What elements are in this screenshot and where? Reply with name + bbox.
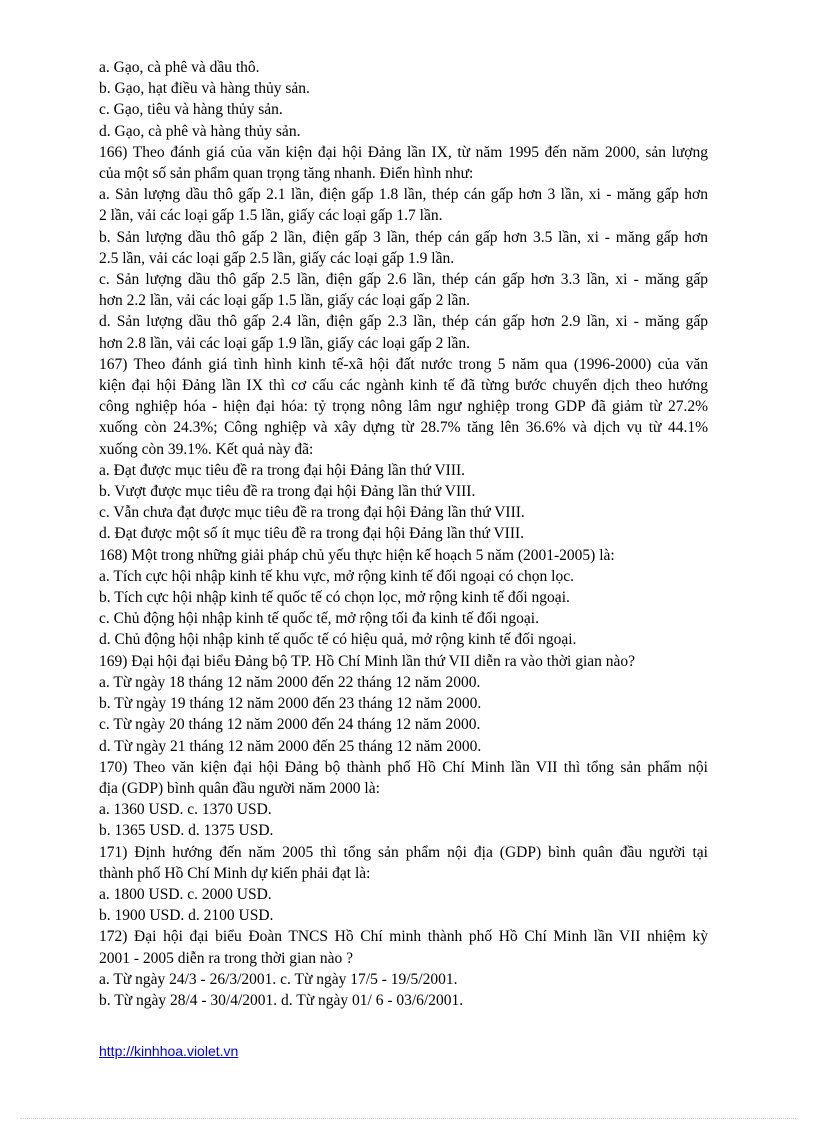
text-line: xuống còn 39.1%. Kết quả này đã:: [99, 440, 314, 458]
page-bottom-divider: [20, 1118, 796, 1119]
text-line: c. Gạo, tiêu và hàng thủy sản.: [99, 101, 283, 119]
text-line: 166) Theo đánh giá của văn kiện đại hội Đảng lần IX, từ năm 1995 đến năm 2000, sản lượng: [99, 143, 708, 161]
text-line: d. Đạt được một số ít mục tiêu đề ra trong đại hội Đảng lần thứ VIII.: [99, 525, 525, 543]
text-line: a. Từ ngày 18 tháng 12 năm 2000 đến 22 tháng 12 năm 2000.: [99, 673, 481, 691]
text-line: thành phố Hồ Chí Minh dự kiến phải đạt là:: [99, 864, 371, 882]
text-line: công nghiệp hóa - hiện đại hóa: tỷ trọng nông lâm ngư nghiệp trong GDP đã giảm từ 27.2%: [99, 398, 708, 416]
text-line: b. 1365 USD. d. 1375 USD.: [99, 822, 274, 840]
text-line: b. Từ ngày 28/4 - 30/4/2001. d. Từ ngày 01/ 6 - 03/6/2001.: [99, 991, 464, 1009]
text-line: a. 1800 USD. c. 2000 USD.: [99, 885, 272, 903]
text-line: c. Vẫn chưa đạt được mục tiêu đề ra trong đại hội Đảng lần thứ VIII.: [99, 504, 525, 522]
footer-link[interactable]: http://kinhhoa.violet.vn: [99, 1043, 239, 1059]
text-line: b. Gạo, hạt điều và hàng thủy sản.: [99, 80, 310, 98]
text-line: xuống còn 24.3%; Công nghiệp và xây dựng từ 28.7% tăng lên 36.6% và dịch vụ từ 44.1%: [99, 419, 708, 437]
text-line: a. Từ ngày 24/3 - 26/3/2001. c. Từ ngày 17/5 - 19/5/2001.: [99, 970, 458, 988]
text-line: d. Từ ngày 21 tháng 12 năm 2000 đến 25 tháng 12 năm 2000.: [99, 737, 482, 755]
text-line: b. 1900 USD. d. 2100 USD.: [99, 907, 274, 925]
text-line: 2 lần, vải các loại gấp 1.5 lần, giấy các loại gấp 1.7 lần.: [99, 207, 443, 225]
text-line: d. Gạo, cà phê và hàng thủy sản.: [99, 122, 301, 140]
text-line: a. 1360 USD. c. 1370 USD.: [99, 801, 272, 819]
text-line: c. Từ ngày 20 tháng 12 năm 2000 đến 24 tháng 12 năm 2000.: [99, 716, 481, 734]
text-line: 167) Theo đánh giá tình hình kinh tế-xã hội đất nước trong 5 năm qua (1996-2000) của văn: [99, 355, 708, 373]
text-line: kiện đại hội Đảng lần IX thì cơ cấu các ngành kinh tế đã từng bước chuyển dịch theo hướng: [99, 377, 708, 395]
text-line: a. Đạt được mục tiêu đề ra trong đại hội Đảng lần thứ VIII.: [99, 461, 466, 479]
text-line: d. Sản lượng dầu thô gấp 2.4 lần, điện gấp 2.3 lần, thép cán gấp hơn 2.9 lần, xi - măng gấp: [99, 313, 708, 331]
text-line: b. Vượt được mục tiêu đề ra trong đại hội Đảng lần thứ VIII.: [99, 483, 476, 501]
text-line: 169) Đại hội đại biểu Đảng bộ TP. Hồ Chí Minh lần thứ VII diễn ra vào thời gian nào?: [99, 652, 636, 670]
text-line: a. Tích cực hội nhập kinh tế khu vực, mở rộng kinh tế đối ngoại có chọn lọc.: [99, 567, 574, 585]
text-line: 170) Theo văn kiện đại hội Đảng bộ thành phố Hồ Chí Minh lần VII thì tổng sản phẩm nội: [99, 758, 708, 776]
text-line: 2.5 lần, vải các loại gấp 2.5 lần, giấy các loại gấp 1.9 lần.: [99, 249, 455, 267]
text-line: của một số sản phẩm quan trọng tăng nhanh. Điển hình như:: [99, 165, 474, 183]
text-line: d. Chủ động hội nhập kinh tế quốc tế có hiệu quả, mở rộng kinh tế đối ngoại.: [99, 631, 577, 649]
text-line: hơn 2.2 lần, vải các loại gấp 1.5 lần, giấy các loại gấp 2 lần.: [99, 292, 471, 310]
text-line: a. Gạo, cà phê và dầu thô.: [99, 59, 260, 76]
text-line: 172) Đại hội đại biểu Đoàn TNCS Hồ Chí minh thành phố Hồ Chí Minh lần VII nhiệm kỳ: [99, 928, 708, 946]
text-line: 171) Định hướng đến năm 2005 thì tổng sản phẩm nội địa (GDP) bình quân đầu người tại: [99, 843, 708, 861]
text-line: 168) Một trong những giải pháp chủ yếu thực hiện kế hoạch 5 năm (2001-2005) là:: [99, 546, 615, 564]
text-line: b. Tích cực hội nhập kinh tế quốc tế có chọn lọc, mở rộng kinh tế đối ngoại.: [99, 589, 570, 607]
text-line: c. Sản lượng dầu thô gấp 2.5 lần, điện gấp 2.6 lần, thép cán gấp hơn 3.3 lần, xi - măng gấp: [99, 271, 708, 289]
text-line: b. Sản lượng dầu thô gấp 2 lần, điện gấp 3 lần, thép cán gấp hơn 3.5 lần, xi - măng gấp hơn: [99, 228, 708, 246]
text-line: 2001 - 2005 diễn ra trong thời gian nào ?: [99, 949, 353, 967]
text-line: hơn 2.8 lần, vải các loại gấp 1.9 lần, giấy các loại gấp 2 lần.: [99, 334, 471, 352]
text-line: c. Chủ động hội nhập kinh tế quốc tế, mở rộng tối đa kinh tế đối ngoại.: [99, 610, 539, 628]
text-line: địa (GDP) bình quân đầu người năm 2000 là:: [99, 779, 380, 797]
document-body: [99, 57, 708, 1011]
text-line: b. Từ ngày 19 tháng 12 năm 2000 đến 23 tháng 12 năm 2000.: [99, 695, 482, 713]
text-line: a. Sản lượng dầu thô gấp 2.1 lần, điện gấp 1.8 lần, thép cán gấp hơn 3 lần, xi - măng gấp hơn: [99, 186, 708, 204]
